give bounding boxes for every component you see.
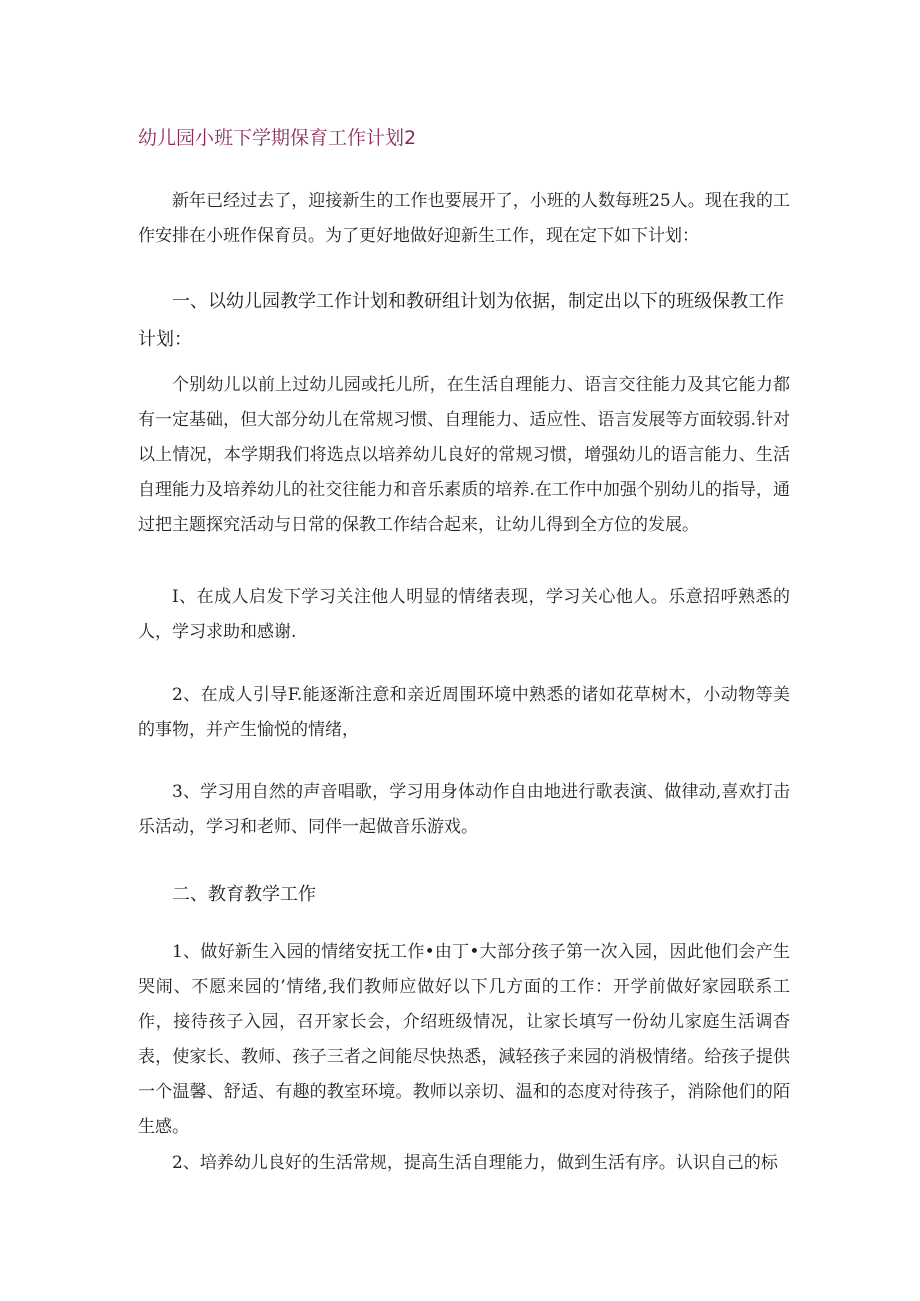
section-2-heading: 二、教育教学工作 [172, 884, 316, 905]
section-1-item: I、在成人启发下学习关注他人明显的情绪表现，学习关心他人。乐意招呼熟悉的人，学习求助和感谢. [138, 587, 790, 642]
section-2-item: 1、做好新生入园的情绪安抚工作•由丁•大部分孩子第一次入园，因此他们会产生哭闹、不愿来园的’情绪,我们教师应做好以下几方面的工作：开学前做好家园联系工作，接待孩子入园，召开家长会，介绍班级情况，让家长填写一份幼儿家庭生活调杳表，使家长、教师、孩子三者之间能尽快热悉，減轻孩子来园的消极情绪。给孩子提供一个温馨、舒适、有趣的教室环境。教师以亲切、温和的态度对待孩子，消除他们的陌生感。 [138, 942, 790, 1137]
section-1-heading: 一、以幼儿园教学工作计划和教研组计划为依据，制定出以下的班级保教工作计划： [138, 291, 784, 350]
section-1-item: 3、学习用自然的声音唱歌，学习用身体动作自由地进行歌表演、做律动,喜欢打击乐活动，学习和老师、同伴一起做音乐游戏。 [138, 782, 790, 837]
intro-paragraph: 新年已经过去了，迎接新生的工作也要展开了，小班的人数每班25人。现在我的工作安排在小班作保育员。为了更好地做好迎新生工作，现在定下如下计划： [138, 191, 790, 246]
document-title: 幼儿园小班下学期保育工作计划2 [138, 127, 417, 149]
section-2-item: 2、培养幼儿良好的生活常规，提高生活自理能力，做到生活有序。认识自己的标 [172, 1153, 778, 1173]
section-1-body: 个别幼儿以前上过幼儿园或托儿所，在生活自理能力、语言交往能力及其它能力都有一定基础，但大部分幼儿在常规习惯、自理能力、适应性、语言发展等方面较弱.针对以上情况，本学期我们将选点以培养幼儿良好的常规习惯，增强幼儿的语言能力、生活自理能力及培养幼儿的社交往能力和音乐素质的培养.在工作中加强个别幼儿的指导，通过把主题探究活动与日常的保教工作结合起来，让幼儿得到全方位的发展。 [138, 375, 790, 535]
section-1-item: 2、在成人引导F.能逐渐注意和亲近周围环境中熟悉的诸如花草树木，小动物等美的事物，并产生愉悦的情绪， [138, 685, 790, 740]
